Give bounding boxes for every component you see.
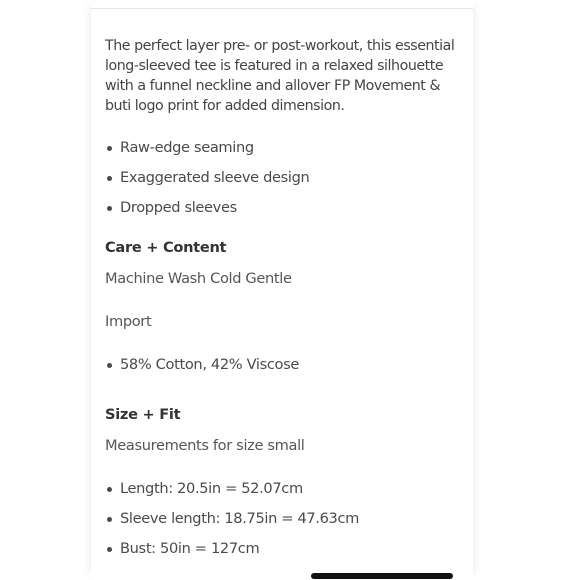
material-item: 58% Cotton, 42% Viscose <box>105 355 467 375</box>
care-instructions: Machine Wash Cold Gentle <box>105 270 292 287</box>
feature-list <box>105 138 467 218</box>
size-note: Measurements for size small <box>105 437 305 454</box>
measurement-list <box>105 479 467 559</box>
material-list <box>105 355 467 375</box>
feature-item: Raw-edge seaming <box>105 138 467 158</box>
feature-item: Exaggerated sleeve design <box>105 168 467 188</box>
size-fit-heading: Size + Fit <box>105 406 181 423</box>
product-description: The perfect layer pre- or post-workout, this essential long-sleeved tee is featured in a relaxed silhouette with a funnel neckline and allover FP Movement & buti logo print for added dimension. <box>105 38 455 114</box>
top-divider <box>91 8 473 9</box>
product-details-panel <box>91 0 473 580</box>
origin-text: Import <box>105 313 152 330</box>
measurement-item-length: Length: 20.5in = 52.07cm <box>105 479 467 499</box>
care-content-heading: Care + Content <box>105 239 227 256</box>
measurement-item-sleeve-length: Sleeve length: 18.75in = 47.63cm <box>105 509 467 529</box>
measurement-item-bust: Bust: 50in = 127cm <box>105 539 467 559</box>
feature-item: Dropped sleeves <box>105 198 467 218</box>
home-indicator-bar[interactable] <box>311 573 453 579</box>
product-description-content <box>105 36 467 569</box>
